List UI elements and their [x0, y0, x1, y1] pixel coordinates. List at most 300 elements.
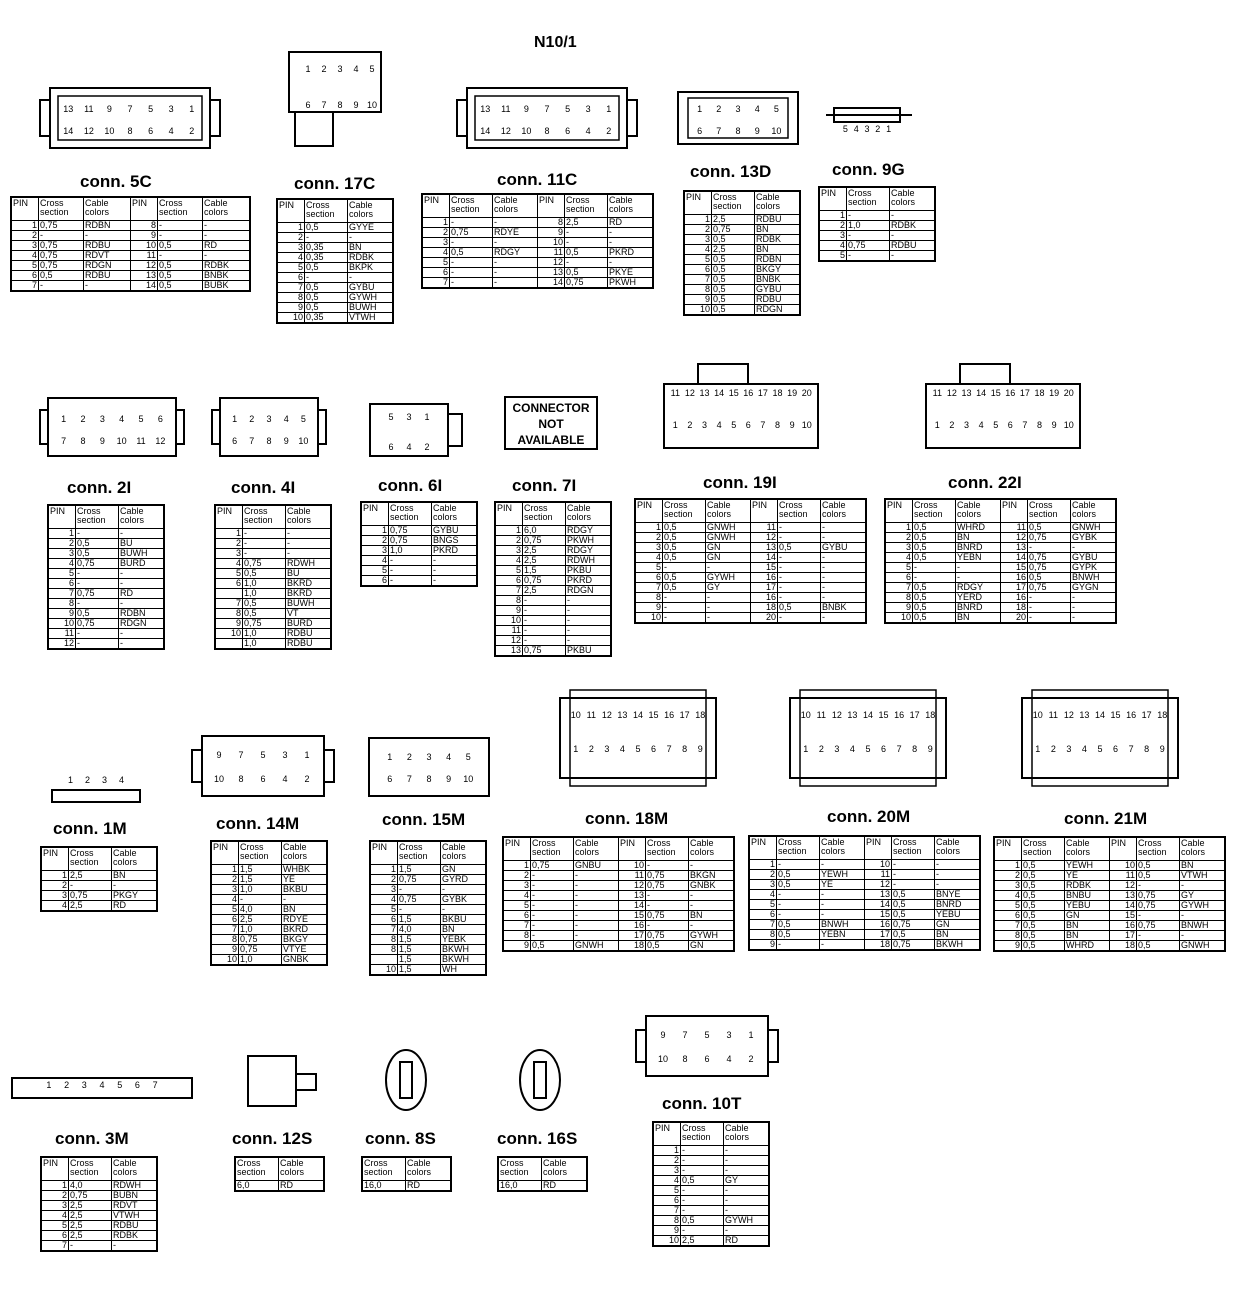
pin-number: 8	[127, 126, 133, 136]
pin-table-6i: PIN Cross section Cable colors 1 0,75 GYBU 2 0,75 BNGS 3 1,0 PKRD 4 - - 5 - - 6 - -	[360, 501, 478, 587]
pin-number: 1	[189, 104, 195, 114]
pin-number: 3	[726, 1030, 732, 1040]
table-row: 3 2,5 RDVT	[41, 1201, 157, 1211]
table-row: 9 0,5 GNWH 18 0,5 GN	[503, 941, 734, 952]
pin-number: 3	[864, 124, 870, 134]
pin-number: 13	[480, 104, 491, 114]
pin-number: 3	[406, 412, 412, 422]
table-row: 7 1,0 BKRD	[211, 925, 327, 935]
connector-latch	[210, 100, 220, 136]
pin-number: 5	[117, 1080, 123, 1090]
table-row: 3 0,5 GN 13 0,5 GYBU	[635, 543, 866, 553]
pin-number: 15	[878, 710, 889, 720]
pin-number: 6	[565, 126, 571, 136]
pin-number: 4	[585, 126, 591, 136]
pin-number: 9	[1159, 744, 1165, 754]
table-row: 4 0,5 YEBN 14 0,75 GYBU	[885, 553, 1116, 563]
pin-number: 4	[406, 442, 412, 452]
table-row: 2 0,5 GNWH 12 - -	[635, 533, 866, 543]
table-row: 1 - - 10 - -	[749, 860, 980, 870]
pin-number: 5	[704, 1030, 710, 1040]
table-row: 8 - - 16 - -	[635, 593, 866, 603]
pin-number: 9	[106, 104, 112, 114]
table-row: 2 1,5 YE	[211, 875, 327, 885]
pin-number: 8	[544, 126, 550, 136]
pin-number: 9	[754, 126, 760, 136]
table-row: 4 - -	[211, 895, 327, 905]
table-row: 1 0,5 GYYE	[277, 223, 393, 233]
pin-number: 6	[134, 1080, 140, 1090]
connector-body	[248, 1056, 296, 1106]
pin-number: 6	[697, 126, 703, 136]
pin-number: 14	[1094, 710, 1106, 720]
connector-label-5c: conn. 5C	[80, 172, 152, 191]
pin-number: 3	[282, 750, 288, 760]
table-row: 4 2,5 VTWH	[41, 1211, 157, 1221]
pin-number: 5	[148, 104, 154, 114]
pin-table-13d: PIN Cross section Cable colors 1 2,5 RDBU 2 0,75 BN 3 0,5 RDBK 4 2,5 BN 5 0,5 RDBN 6 0,5 BKGY 7 0,5 BNBK 8 0,5 GYBU 9 0,5 RDBU 10 0,5 RDGN	[683, 190, 801, 316]
pin-number: 2	[424, 442, 430, 452]
pin-number: 3	[604, 744, 610, 754]
pin-table-2i: PIN Cross section Cable colors 1 - - 2 0,5 BU 3 0,5 BUWH 4 0,75 BURD 5 - - 6 - - 7 0,75 RD 8 - - 9 0,5 RDBN 10 0,75 RDGN 11 - - 12 - -	[47, 504, 165, 650]
table-row: 4 0,75 RDVT 11 - -	[11, 251, 250, 261]
pin-number: 10	[771, 126, 782, 136]
pin-number: 1	[67, 775, 74, 785]
connector-label-10t: conn. 10T	[662, 1094, 742, 1113]
pin-number: 6	[651, 744, 657, 754]
pin-table-14m: PIN Cross section Cable colors 1 1,5 WHBK 2 1,5 YE 3 1,0 BKBU 4 - - 5 4,0 BN 6 2,5 RDYE 7 1,0 BKRD 8 0,75 BKGY 9 0,75 VTYE 10 1,0 GNBK	[210, 840, 328, 966]
table-row: 7 0,5 BNWH 16 0,75 GN	[749, 920, 980, 930]
table-row: 7 0,5 RDGY 17 0,75 GYGN	[885, 583, 1116, 593]
pin-number: 11	[586, 710, 597, 720]
table-row: 1 2,5 BN	[41, 871, 157, 881]
connector-latch	[457, 100, 467, 136]
connector-label-6i: conn. 6I	[378, 476, 443, 495]
table-row: 1 0,75 RDBN 8 - -	[11, 221, 250, 231]
pin-table-8s: Cross section Cable colors 16,0 RD	[361, 1156, 452, 1192]
table-row: 2 0,75 GYRD	[370, 875, 486, 885]
pin-number: 4	[283, 414, 289, 424]
connector-socket	[400, 1062, 412, 1098]
pin-number: 5	[773, 104, 779, 114]
pin-number: 7	[1128, 744, 1134, 754]
connector-latch	[627, 100, 637, 136]
pin-number: 12	[155, 436, 166, 446]
pin-number: 1	[1035, 744, 1041, 754]
table-row: 5 - - 15 0,75 GYPK	[885, 563, 1116, 573]
connector-body	[220, 398, 318, 456]
connector-label-16s: conn. 16S	[497, 1129, 578, 1148]
pin-number: 1	[304, 750, 310, 760]
pin-number: 4	[849, 744, 855, 754]
pin-number: 8	[80, 436, 86, 446]
pin-number: 7	[682, 1030, 688, 1040]
table-row: 1,0 RDBU	[215, 639, 331, 650]
table-row: 2 0,75 BN	[684, 225, 800, 235]
connector-label-13d: conn. 13D	[690, 162, 772, 181]
table-row: 4 0,5 RDGY 11 0,5 PKRD	[422, 248, 653, 258]
pin-number: 4	[118, 775, 125, 785]
table-row: 6 2,5 RDBK	[41, 1231, 157, 1241]
connector-not-available-box	[504, 396, 598, 450]
pin-number: 15	[990, 388, 1001, 398]
pin-number: 5	[138, 414, 144, 424]
pin-number: 6	[305, 100, 311, 110]
table-row: 1 0,5 YEWH 10 0,5 BN	[994, 861, 1225, 871]
table-row: 3 0,5 BUWH	[48, 549, 164, 559]
connector-body	[50, 88, 210, 148]
table-row: 4 - -	[361, 556, 477, 566]
table-row: 12 - -	[495, 636, 611, 646]
table-row: 3 - -	[215, 549, 331, 559]
table-row: 1 4,0 RDWH	[41, 1181, 157, 1191]
table-row: 1 - - 8 2,5 RD	[422, 218, 653, 228]
pin-number: 5	[993, 420, 999, 430]
table-row: 4 2,5 RD	[41, 901, 157, 912]
pin-number: 3	[337, 64, 343, 74]
table-row: 8 0,5 YEBN 17 0,5 BN	[749, 930, 980, 940]
pin-number: 7	[544, 104, 550, 114]
pin-number: 10	[657, 1054, 669, 1064]
table-row: 6,0 RD	[235, 1181, 324, 1192]
table-row: 5 - -	[370, 905, 486, 915]
table-row: 16,0 RD	[362, 1181, 451, 1192]
connector-latch	[768, 1030, 778, 1062]
pin-number: 3	[701, 420, 708, 430]
table-row: 4 2,5 BN	[684, 245, 800, 255]
pin-number: 6	[387, 774, 393, 784]
table-row: 8 0,5 GYWH	[653, 1216, 769, 1226]
pin-number: 10	[104, 126, 115, 136]
pin-number: 17	[909, 710, 920, 720]
pin-number: 14	[714, 388, 725, 398]
connector-label-12s: conn. 12S	[232, 1129, 313, 1148]
pin-number: 3	[1066, 744, 1072, 754]
table-row: 16,0 RD	[498, 1181, 587, 1192]
connector-latch	[324, 750, 334, 782]
pin-number: 9	[927, 744, 933, 754]
connector-latch	[636, 1030, 646, 1062]
pin-number: 1	[886, 124, 892, 134]
pin-number: 4	[282, 774, 288, 784]
connector-label-18m: conn. 18M	[585, 809, 669, 828]
pin-number: 7	[321, 100, 327, 110]
pin-number: 3	[101, 775, 108, 785]
pin-number: 17	[757, 388, 768, 398]
pin-number: 11	[136, 436, 146, 446]
pin-number: 8	[735, 126, 741, 136]
pin-number: 7	[760, 420, 766, 430]
pin-number: 1	[61, 414, 67, 424]
table-row: 10 2,5 RD	[653, 1236, 769, 1247]
pin-number: 5	[388, 412, 394, 422]
pin-number: 8	[912, 744, 918, 754]
table-row: 10 1,0 GNBK	[211, 955, 327, 966]
pin-number: 6	[704, 1054, 710, 1064]
table-row: 6 2,5 RDYE	[211, 915, 327, 925]
table-row: 3 0,5 RDBK	[684, 235, 800, 245]
table-row: 5 0,5 YEBU 14 0,75 GYWH	[994, 901, 1225, 911]
connector-housing	[800, 690, 936, 786]
pin-number: 7	[406, 774, 412, 784]
table-row: 9 0,5 RDBN	[48, 609, 164, 619]
pin-number: 5	[865, 744, 871, 754]
pin-table-17c: PIN Cross section Cable colors 1 0,5 GYYE 2 - - 3 0,35 BN 4 0,35 RDBK 5 0,5 BKPK 6 - - 7 0,5 GYBU 8 0,5 GYWH 9 0,5 BUWH 10 0,35 VTWH	[276, 198, 394, 324]
pin-number: 1	[305, 64, 311, 74]
connector-latch	[448, 414, 462, 446]
table-row: 12 - -	[48, 639, 164, 650]
pin-number: 7	[152, 1080, 158, 1090]
connector-housing	[1032, 690, 1168, 786]
table-row: 7 0,5 BN 16 0,75 BNWH	[994, 921, 1225, 931]
pin-number: 13	[961, 388, 972, 398]
connector-label-1m: conn. 1M	[53, 819, 127, 838]
table-row: 2 - -	[277, 233, 393, 243]
table-row: 3 0,5 RDBK 12 - -	[994, 881, 1225, 891]
table-row: 7 4,0 BN	[370, 925, 486, 935]
pin-number: 6	[745, 420, 751, 430]
table-row: 3 1,0 BKBU	[211, 885, 327, 895]
pin-number: 7	[127, 104, 133, 114]
pin-number: 2	[716, 104, 722, 114]
pin-number: 2	[249, 414, 255, 424]
table-row: 4 - - 13 - -	[503, 891, 734, 901]
pin-number: 5	[635, 744, 641, 754]
pin-number: 11	[670, 388, 680, 398]
table-row: 4 0,75 RDBU	[819, 241, 935, 251]
table-row: 7 0,75 RD	[48, 589, 164, 599]
pin-number: 1	[387, 752, 393, 762]
table-row: 6 - - 16 0,5 BNWH	[885, 573, 1116, 583]
pin-number: 10	[298, 436, 309, 446]
table-row: 2 - - 9 - -	[11, 231, 250, 241]
table-row: 7 0,5 GYBU	[277, 283, 393, 293]
pin-number: 19	[787, 388, 798, 398]
table-row: 6 - - 13 0,5 PKYE	[422, 268, 653, 278]
table-row: 5 - -	[361, 566, 477, 576]
pin-number: 4	[716, 420, 722, 430]
pin-number: 9	[789, 420, 795, 430]
table-row: 7 - -	[41, 1241, 157, 1252]
page-title: N10/1	[534, 34, 577, 51]
table-row: 8 0,5 GYWH	[277, 293, 393, 303]
pin-number: 3	[81, 1080, 87, 1090]
pin-number: 10	[213, 774, 225, 784]
table-row: 6 1,0 BKRD	[215, 579, 331, 589]
pin-number: 8	[682, 744, 688, 754]
pin-number: 10	[463, 774, 474, 784]
pin-number: 3	[963, 420, 970, 430]
connector-label-4i: conn. 4I	[231, 478, 296, 497]
pin-number: 8	[238, 774, 244, 784]
pin-number: 10	[116, 436, 127, 446]
pin-number: 1	[606, 104, 612, 114]
pin-number: 4	[978, 420, 984, 430]
connector-body	[520, 1050, 560, 1110]
table-row: 1 - -	[48, 529, 164, 539]
pin-number: 2	[875, 124, 881, 134]
table-row: 5 0,5 BKPK	[277, 263, 393, 273]
pin-number: 3	[266, 414, 272, 424]
table-row: 9 0,75 BURD	[215, 619, 331, 629]
connector-label-7i: conn. 7I	[512, 476, 577, 495]
pin-number: 10	[1032, 710, 1043, 720]
pin-number: 16	[894, 710, 905, 720]
connector-label-3m: conn. 3M	[55, 1129, 129, 1148]
connector-latch	[40, 100, 50, 136]
pin-number: 4	[619, 744, 625, 754]
table-row: 5 - - 15 - -	[635, 563, 866, 573]
table-row: 3 - -	[819, 231, 935, 241]
table-row: 5 0,75 RDGN 12 0,5 RDBK	[11, 261, 250, 271]
table-row: 7 2,5 RDGN	[495, 586, 611, 596]
connector-key	[960, 364, 1010, 384]
pin-number: 7	[238, 750, 244, 760]
pin-number: 14	[862, 710, 874, 720]
table-row: 10 - -	[495, 616, 611, 626]
connector-label-15m: conn. 15M	[382, 810, 466, 829]
pin-number: 11	[84, 104, 94, 114]
pin-number: 18	[1034, 388, 1045, 398]
pin-number: 10	[1063, 420, 1074, 430]
table-row: 5 0,5 RDBN	[684, 255, 800, 265]
pin-number: 14	[480, 126, 491, 136]
pin-number: 11	[816, 710, 827, 720]
table-row: 5 - -	[653, 1186, 769, 1196]
table-row: 2 - -	[653, 1156, 769, 1166]
pin-number: 14	[63, 126, 74, 136]
table-row: 5 0,5 BU	[215, 569, 331, 579]
pin-number: 10	[366, 100, 378, 110]
connector-label-21m: conn. 21M	[1064, 809, 1148, 828]
table-row: 6 0,5 GN 15 - -	[994, 911, 1225, 921]
table-row: 11 - -	[495, 626, 611, 636]
table-row: 1 - -	[819, 211, 935, 221]
connector-key	[698, 364, 748, 384]
table-row: 2 0,5 BN 12 0,75 GYBK	[885, 533, 1116, 543]
table-row: 7 - - 14 0,5 BUBK	[11, 281, 250, 292]
table-row: 6 - - 15 0,5 YEBU	[749, 910, 980, 920]
table-row: 1,0 BKRD	[215, 589, 331, 599]
table-row: 6 - - 15 0,75 BN	[503, 911, 734, 921]
table-row: 3 0,5 BNRD 13 - -	[885, 543, 1116, 553]
table-row: 6 0,5 BKGY	[684, 265, 800, 275]
table-row: 9 0,5 BNRD 18 - -	[885, 603, 1116, 613]
pin-number: 5	[731, 420, 737, 430]
table-row: 1 0,75 GNBU 10 - -	[503, 861, 734, 871]
table-row: 9 - -	[495, 606, 611, 616]
table-row: 2 - - 11 0,75 BKGN	[503, 871, 734, 881]
table-row: 3 - - 10 - -	[422, 238, 653, 248]
pin-number: 11	[932, 388, 942, 398]
table-row: 11 - -	[48, 629, 164, 639]
table-row: 5 - -	[48, 569, 164, 579]
pin-number: 1	[803, 744, 809, 754]
table-row: 1 1,5 WHBK	[211, 865, 327, 875]
table-row: 4 0,35 RDBK	[277, 253, 393, 263]
pin-number: 9	[283, 436, 289, 446]
pin-number: 9	[353, 100, 359, 110]
table-row: 5 - - 14 0,5 BNRD	[749, 900, 980, 910]
pin-number: 1	[46, 1080, 52, 1090]
pin-number: 17	[679, 710, 690, 720]
table-row: 8 0,75 BKGY	[211, 935, 327, 945]
pin-number: 5	[842, 124, 848, 134]
pin-number: 8	[426, 774, 432, 784]
pin-number: 6	[157, 414, 163, 424]
table-row: 4 0,75 RDWH	[215, 559, 331, 569]
pin-number: 1	[232, 414, 238, 424]
table-row: 7 0,5 BNBK	[684, 275, 800, 285]
pin-number: 10	[521, 126, 532, 136]
connector-latch	[40, 410, 48, 444]
connector-body	[202, 736, 324, 796]
table-row: 10 0,5 RDGN	[684, 305, 800, 316]
pin-number: 5	[260, 750, 266, 760]
table-row: 9 0,75 VTYE	[211, 945, 327, 955]
pin-number: 12	[500, 126, 511, 136]
pin-number: 16	[1126, 710, 1137, 720]
pin-number: 16	[664, 710, 675, 720]
pin-number: 10	[570, 710, 581, 720]
not-available-line-2: NOT	[538, 417, 564, 431]
pin-number: 20	[1063, 388, 1074, 398]
pin-number: 12	[1063, 710, 1074, 720]
pin-number: 2	[64, 1080, 70, 1090]
pin-number: 1	[748, 1030, 754, 1040]
pin-number: 4	[754, 104, 760, 114]
pin-number: 2	[818, 744, 824, 754]
table-row: 1 - -	[215, 529, 331, 539]
table-row: 3 - -	[653, 1166, 769, 1176]
table-row: 3 1,0 PKRD	[361, 546, 477, 556]
table-row: 5 - - 12 - -	[422, 258, 653, 268]
table-row: 3 0,35 BN	[277, 243, 393, 253]
pin-number: 15	[1110, 710, 1121, 720]
pin-number: 4	[1081, 744, 1087, 754]
connector-housing	[570, 690, 706, 786]
pin-number: 8	[1036, 420, 1043, 430]
pin-number: 1	[697, 104, 703, 114]
pin-number: 3	[834, 744, 840, 754]
pin-table-9g: PIN Cross section Cable colors 1 - - 2 1,0 RDBK 3 - - 4 0,75 RDBU 5 - -	[818, 186, 936, 262]
pin-table-4i: PIN Cross section Cable colors 1 - - 2 - - 3 - - 4 0,75 RDWH 5 0,5 BU 6 1,0 BKRD 1,0 BKRD 7 0,5 BUWH 8 0,5 VT 9 0,75 BURD 10 1,0 RDBU 1,0 RDBU	[214, 504, 332, 650]
pin-number: 1	[934, 420, 940, 430]
connector-label-19i: conn. 19I	[703, 473, 777, 492]
connector-label-20m: conn. 20M	[827, 807, 911, 826]
table-row: 8 - - 17 0,75 GYWH	[503, 931, 734, 941]
pin-number: 14	[632, 710, 644, 720]
connector-label-14m: conn. 14M	[216, 814, 300, 833]
pin-table-3m: PIN Cross section Cable colors 1 4,0 RDWH 2 0,75 BUBN 3 2,5 RDVT 4 2,5 VTWH 5 2,5 RDBU 6 2,5 RDBK 7 - -	[40, 1156, 158, 1252]
pin-number: 2	[1050, 744, 1056, 754]
pin-number: 8	[337, 100, 343, 110]
connector-latch	[176, 410, 184, 444]
table-row: 8 0,5 VT	[215, 609, 331, 619]
pin-number: 6	[232, 436, 238, 446]
table-row: 8 0,5 BN 17 - -	[994, 931, 1225, 941]
pin-number: 12	[601, 710, 612, 720]
pin-table-22i: PIN Cross section Cable colors PIN Cross section Cable colors 1 0,5 WHRD 11 0,5 GNWH 2 0,5 BN 12 0,75 GYBK 3 0,5 BNRD 13 - - 4 0,5 YEBN 14 0,75 GYBU 5 - - 15 0,75 GYPK 6 - - 16 0,5 BNWH 7 0,5 RDGY 17 0,75 GYGN 8 0,5 YERD 16 - - 9 0,5 BNRD 18 - - 10 0,5 BN 20 - -	[884, 498, 1117, 624]
table-row: 10 0,5 BN 20 - -	[885, 613, 1116, 624]
connector-label-9g: conn. 9G	[832, 160, 905, 179]
table-row: 3 - - 12 0,75 GNBK	[503, 881, 734, 891]
table-row: 10 0,35 VTWH	[277, 313, 393, 324]
pin-number: 6	[1007, 420, 1013, 430]
pin-number: 6	[148, 126, 154, 136]
pin-number: 3	[99, 414, 105, 424]
pin-number: 13	[63, 104, 74, 114]
